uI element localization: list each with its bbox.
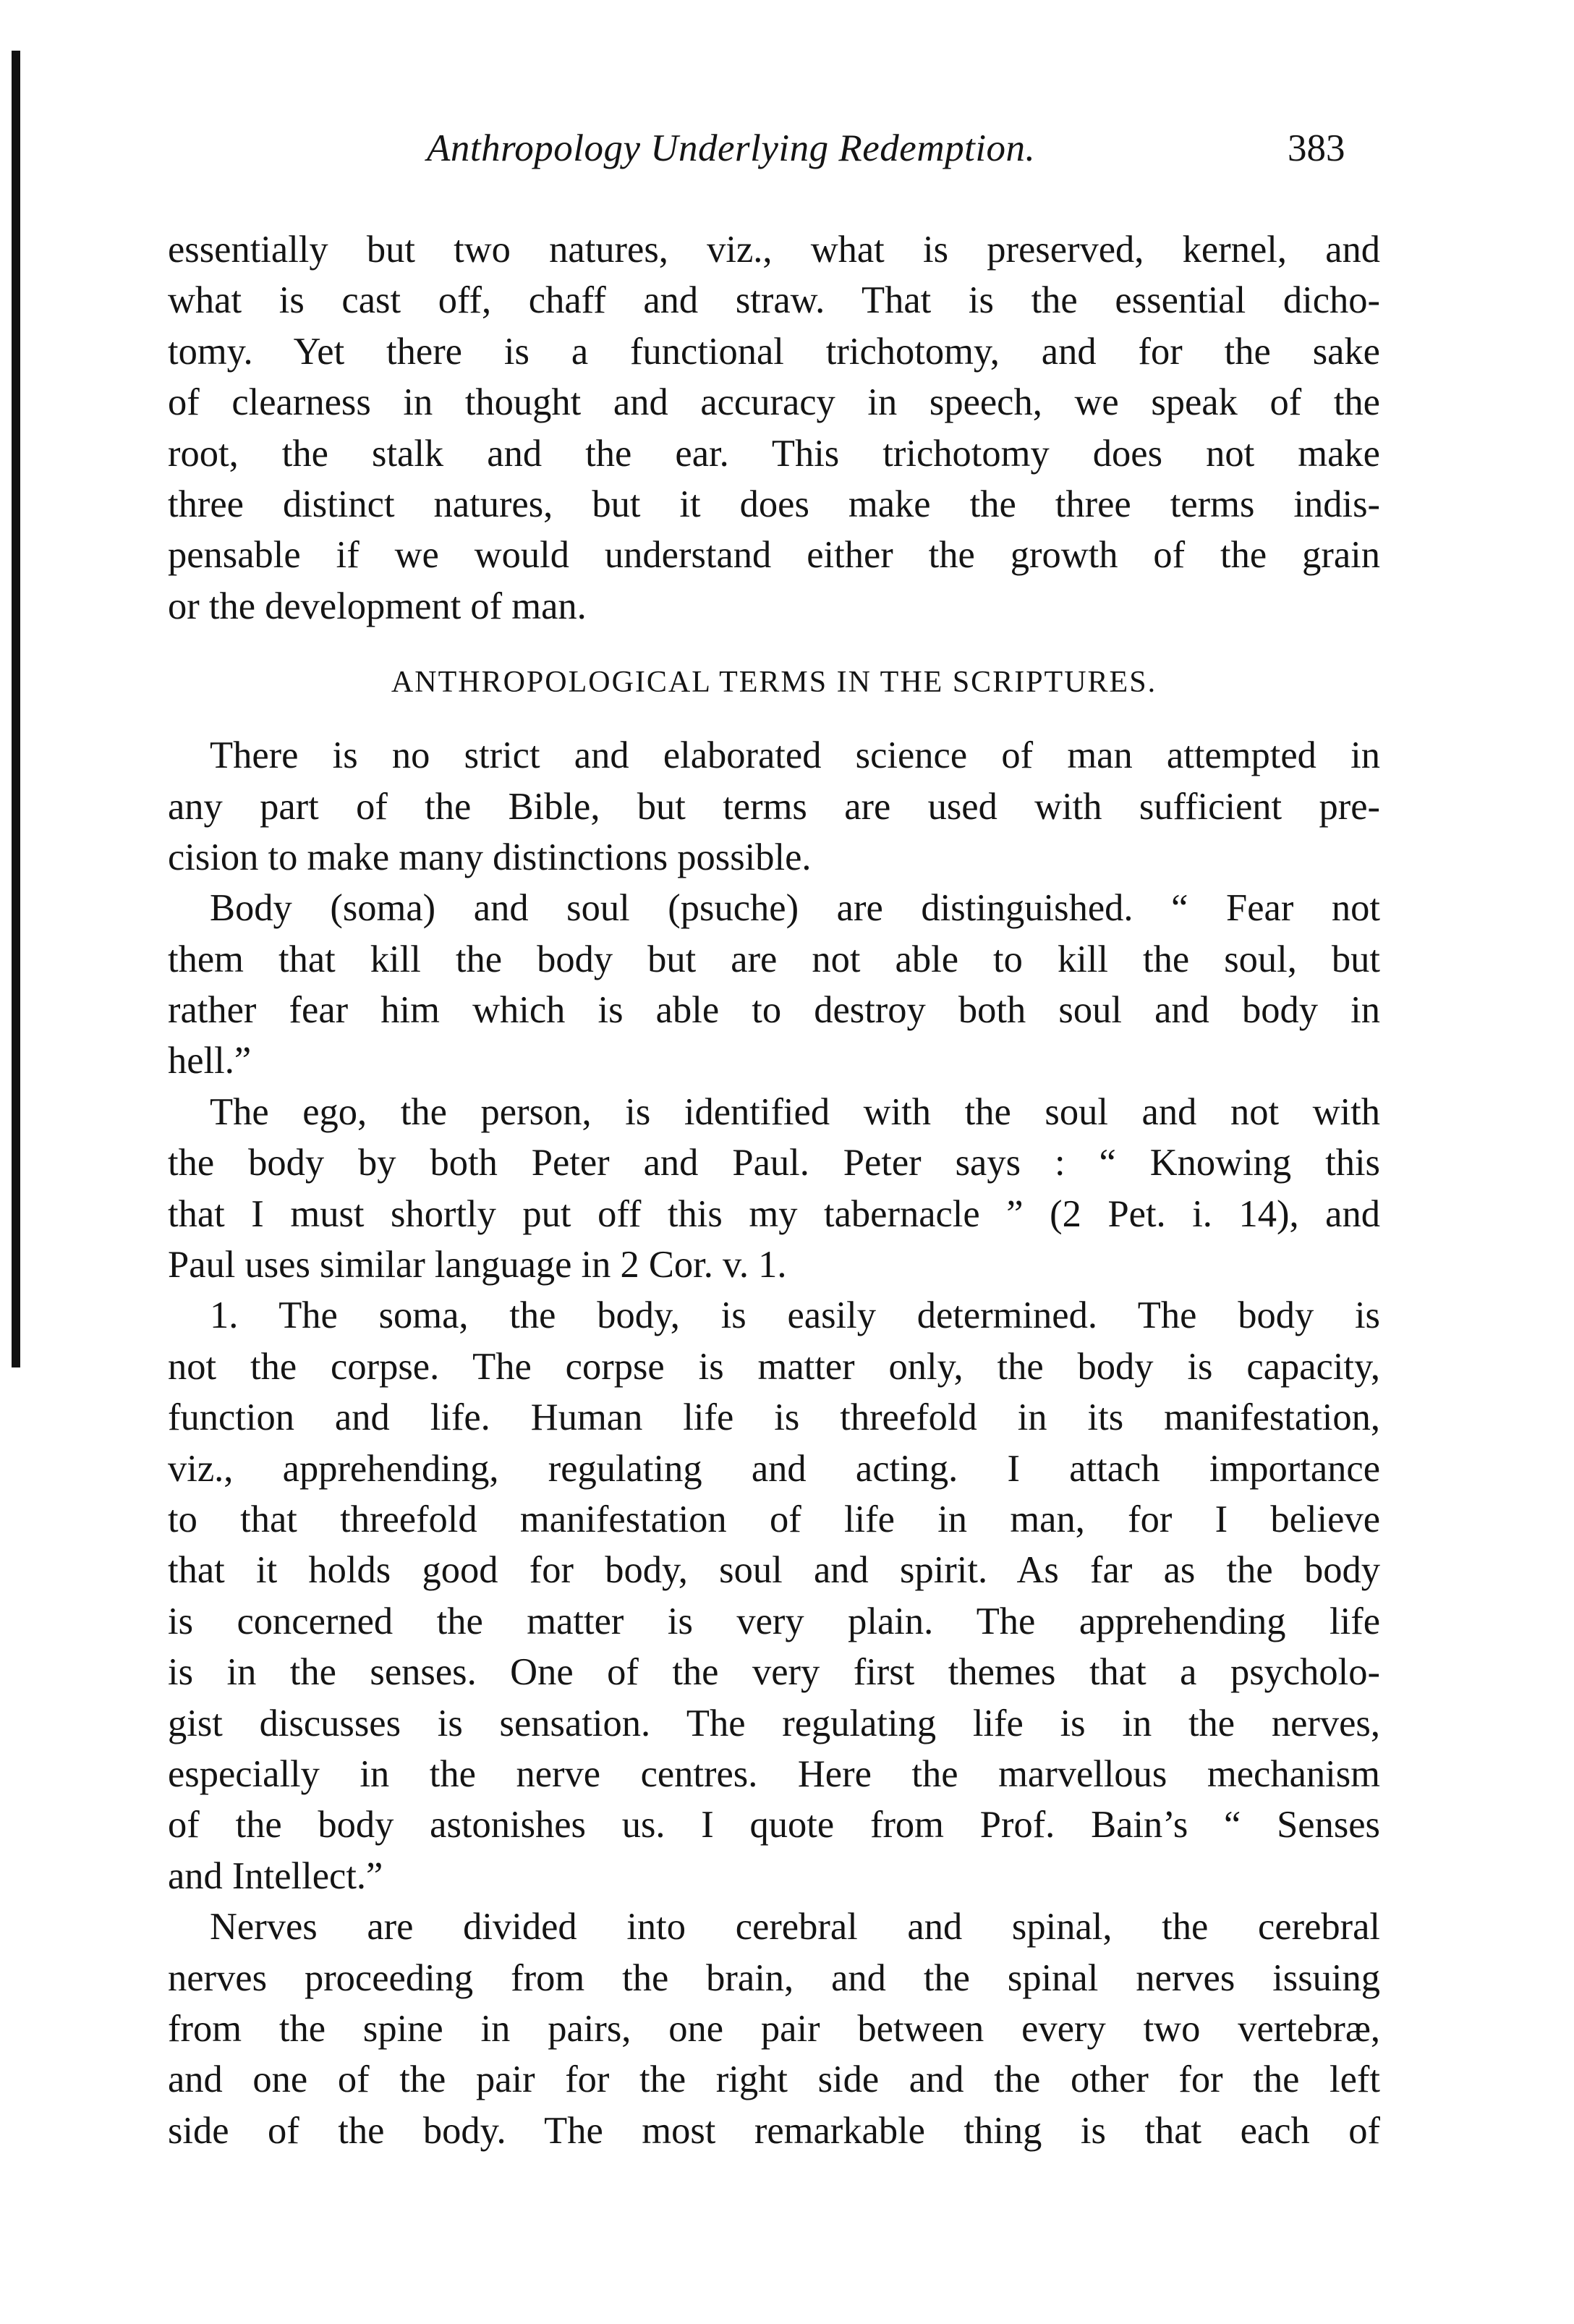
text-line: nerves proceeding from the brain, and the spinal nerves issuing — [168, 1956, 1380, 1999]
text-line: Paul uses similar language in 2 Cor. v. 1. — [168, 1244, 787, 1286]
text-line: the body by both Peter and Paul. Peter says : “ Knowing this — [168, 1142, 1380, 1184]
text-line: cision to make many distinctions possible. — [168, 836, 812, 878]
text-line: hell.” — [168, 1040, 252, 1082]
section-heading: ANTHROPOLOGICAL TERMS IN THE SCRIPTURES. — [391, 666, 1157, 700]
page-header — [0, 127, 1574, 192]
page-number: 383 — [1288, 127, 1345, 169]
text-line: and one of the pair for the right side and the other for the left — [168, 2058, 1380, 2101]
text-line: side of the body. The most remarkable thing is that each of — [168, 2109, 1380, 2152]
text-line: three distinct natures, but it does make the three terms indis- — [168, 483, 1380, 525]
text-line: is in the senses. One of the very first themes that a psycholo- — [168, 1651, 1380, 1694]
text-line: that it holds good for body, soul and spirit. As far as the body — [168, 1549, 1380, 1592]
text-line: is concerned the matter is very plain. The apprehending life — [168, 1600, 1380, 1642]
text-line: especially in the nerve centres. Here the marvellous mechanism — [168, 1752, 1380, 1795]
paragraph-block-2 — [168, 730, 1380, 2156]
text-line: what is cast off, chaff and straw. That is the essential dicho- — [168, 279, 1380, 322]
text-line: that I must shortly put off this my tabernacle ” (2 Pet. i. 14), and — [168, 1192, 1380, 1235]
text-line: root, the stalk and the ear. This trichotomy does not make — [168, 432, 1380, 475]
text-line: rather fear him which is able to destroy both soul and body in — [168, 989, 1380, 1032]
page-body — [168, 224, 1380, 2156]
text-line: pensable if we would understand either the growth of the grain — [168, 534, 1380, 577]
text-line: from the spine in pairs, one pair between every two vertebræ, — [168, 2007, 1380, 2050]
text-line: 1. The soma, the body, is easily determined. The body is — [210, 1294, 1380, 1337]
binding-edge-mark — [12, 51, 20, 1367]
text-line: gist discusses is sensation. The regulating life is in the nerves, — [168, 1702, 1380, 1744]
text-line: and Intellect.” — [168, 1854, 383, 1897]
paragraph-block-1 — [168, 224, 1380, 632]
text-line: Body (soma) and soul (psuche) are distinguished. “ Fear not — [210, 887, 1380, 930]
text-line: viz., apprehending, regulating and acting. I attach importance — [168, 1447, 1380, 1490]
text-line: The ego, the person, is identified with the soul and not with — [210, 1090, 1380, 1133]
text-line: not the corpse. The corpse is matter only, the body is capacity, — [168, 1345, 1380, 1388]
text-line: or the development of man. — [168, 585, 587, 627]
text-line: of the body astonishes us. I quote from Prof. Bain’s “ Senses — [168, 1804, 1380, 1846]
text-line: tomy. Yet there is a functional trichotomy, and for the sake — [168, 330, 1380, 373]
text-line: function and life. Human life is threefold in its manifestation, — [168, 1396, 1380, 1439]
text-line: them that kill the body but are not able to kill the soul, but — [168, 938, 1380, 980]
text-line: of clearness in thought and accuracy in speech, we speak of the — [168, 381, 1380, 424]
text-line: Nerves are divided into cerebral and spinal, the cerebral — [210, 1906, 1380, 1948]
text-line: any part of the Bible, but terms are used with sufficient pre- — [168, 785, 1380, 828]
text-line: essentially but two natures, viz., what is preserved, kernel, and — [168, 229, 1380, 271]
text-line: There is no strict and elaborated science of man attempted in — [210, 734, 1380, 777]
text-line: to that threefold manifestation of life in man, for I believe — [168, 1498, 1380, 1540]
running-title: Anthropology Underlying Redemption. — [427, 127, 1036, 169]
